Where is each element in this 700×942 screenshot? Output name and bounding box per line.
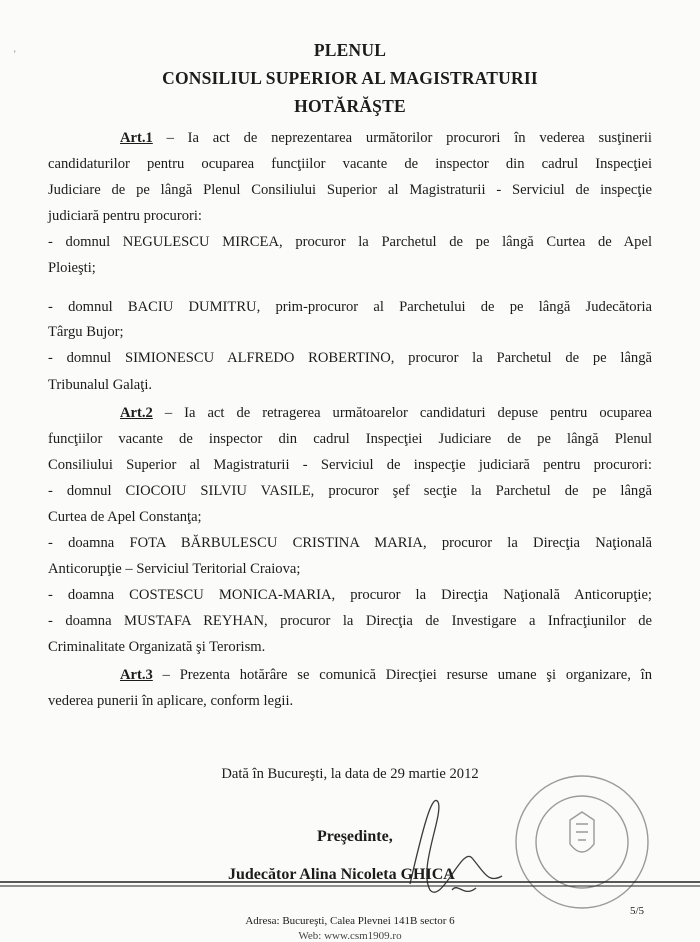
art3-label: Art.3 [120, 667, 153, 683]
art2-text-3: Consiliului Superior al Magistraturii - Serviciul de inspecţie judiciară pentru procurori: [48, 457, 652, 473]
art1-text-1: – Ia act de neprezentarea următorilor procurori în vederea susţinerii [152, 130, 652, 146]
art2-item-2: - doamna FOTA BĂRBULESCU CRISTINA MARIA, procuror la Direcţia Naţională [48, 535, 652, 551]
signature-name: Judecător Alina Nicoleta GHICA [228, 866, 455, 883]
art3-text-1: – Prezenta hotărâre se comunică Direcţiei resurse umane şi organizare, în [152, 667, 652, 683]
art1-item-3: - domnul SIMIONESCU ALFREDO ROBERTINO, procuror la Parchetul de pe lângă [48, 350, 652, 366]
art1-item-1: - domnul NEGULESCU MIRCEA, procuror la Parchetul de pe lângă Curtea de Apel [48, 234, 652, 250]
art1-item-3-cont: Tribunalul Galaţi. [48, 377, 153, 393]
heading-csm: CONSILIUL SUPERIOR AL MAGISTRATURII [162, 68, 538, 88]
art1-text-3: Judiciare de pe lângă Plenul Consiliului Superior al Magistraturii - Serviciul de inspecţie [48, 182, 652, 198]
art1-item-1-cont: Ploieşti; [48, 260, 96, 276]
art2-label: Art.2 [120, 405, 153, 421]
art2-first-line [120, 403, 652, 423]
art1-text-4: judiciară pentru procurori: [48, 208, 202, 224]
date-line: Dată în Bucureşti, la data de 29 martie 2012 [221, 766, 479, 782]
heading-plenul: PLENUL [313, 40, 387, 60]
art3-first-line [120, 665, 652, 685]
official-stamp-icon [392, 772, 672, 912]
heading-hotaraste: HOTĂRĂŞTE [294, 96, 406, 116]
art2-item-4-cont: Criminalitate Organizată şi Terorism. [48, 639, 266, 655]
page-number: 5/5 [630, 905, 645, 917]
art2-text-2: funcţiilor vacante de inspector din cadrul Inspecţiei Judiciare de pe lângă Plenul [48, 431, 652, 447]
scan-mark: ' [14, 49, 16, 59]
art1-text-2: candidaturilor pentru ocuparea funcţiilor vacante de inspector din cadrul Inspecţiei [48, 156, 652, 172]
art1-item-2: - domnul BACIU DUMITRU, prim-procuror al Parchetului de pe lângă Judecătoria [48, 299, 652, 315]
footer-website: Web: www.csm1909.ro [298, 930, 402, 942]
art2-item-3: - doamna COSTESCU MONICA-MARIA, procuror la Direcţia Naţională Anticorupţie; [48, 587, 652, 603]
art2-item-1: - domnul CIOCOIU SILVIU VASILE, procuror şef secţie la Parchetul de pe lângă [48, 483, 652, 499]
footer-divider [0, 880, 700, 888]
art2-item-4: - doamna MUSTAFA REYHAN, procuror la Direcţia de Investigare a Infracţiunilor de [48, 613, 652, 629]
footer-address: Adresa: Bucureşti, Calea Plevnei 141B sector 6 [245, 915, 455, 927]
art3-text-2: vederea punerii în aplicare, conform legii. [48, 693, 294, 709]
art1-first-line [120, 128, 652, 148]
art2-text-1: – Ia act de retragerea următoarelor candidaturi depuse pentru ocuparea [152, 405, 652, 421]
art2-item-2-cont: Anticorupţie – Serviciul Teritorial Craiova; [48, 561, 301, 577]
art1-label: Art.1 [120, 130, 153, 146]
art2-item-1-cont: Curtea de Apel Constanţa; [48, 509, 202, 525]
signature-title: Preşedinte, [317, 828, 393, 845]
art1-item-2-cont: Târgu Bujor; [48, 324, 124, 340]
